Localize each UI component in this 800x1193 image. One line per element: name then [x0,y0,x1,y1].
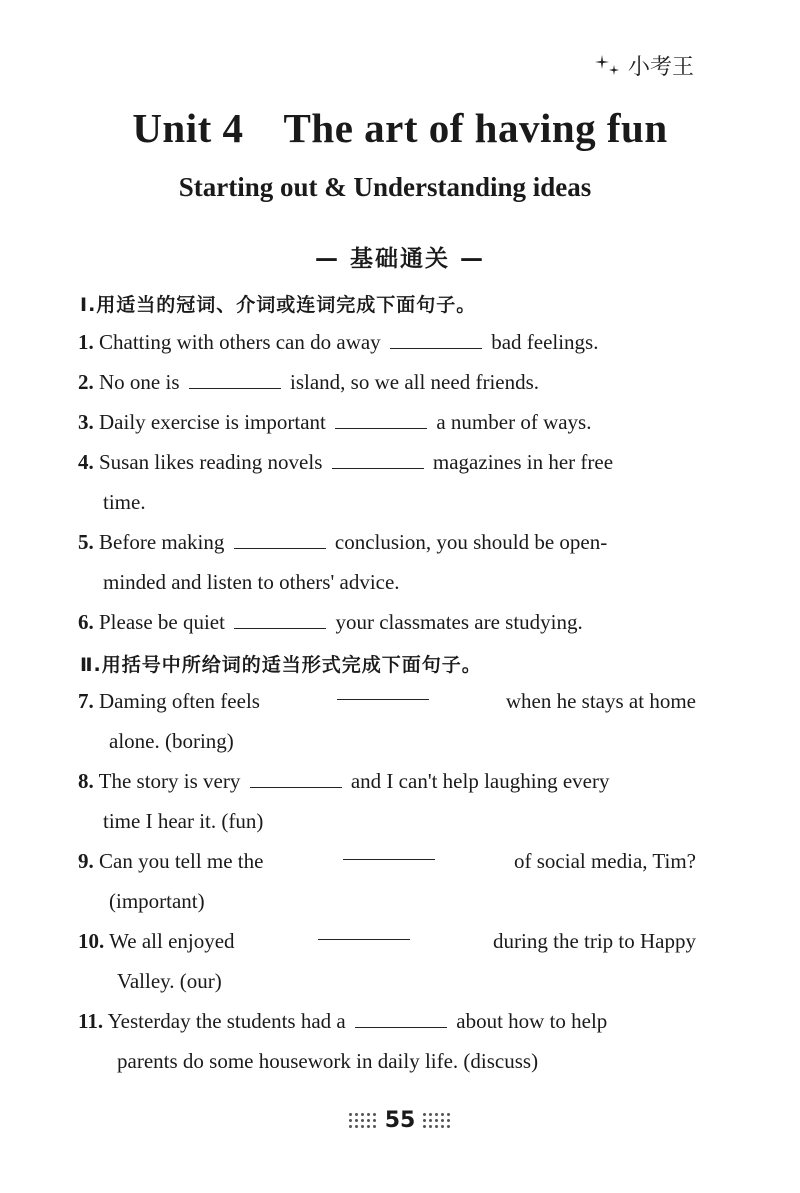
page-number-footer [0,1108,800,1133]
section-heading: — 基础通关 — [314,246,485,272]
question-11: 11. Yesterday the students had a about how to help parents do some housework in daily life. (discuss) [78,1009,608,1073]
answer-blank[interactable] [343,841,435,860]
answer-blank[interactable] [390,330,482,349]
question-10: 10. We all enjoyed during the trip to Happy Valley. (our) [78,921,696,1001]
question-7: 7. Daming often feels when he stays at home alone. (boring) [78,681,696,761]
answer-blank[interactable] [337,681,429,700]
question-6: 6. Please be quiet your classmates are studying. [78,610,583,634]
unit-number: Unit 4 [132,105,244,151]
answer-blank[interactable] [332,450,424,469]
question-5: 5. Before making conclusion, you should be open- minded and listen to others' advice. [78,530,608,594]
dot-pattern-right-icon [423,1113,451,1129]
answer-blank[interactable] [355,1009,447,1028]
sparkle-icon [594,53,622,79]
unit-name: The art of having fun [283,105,668,151]
dot-pattern-left-icon [349,1113,377,1129]
answer-blank[interactable] [234,610,326,629]
answer-blank[interactable] [250,769,342,788]
brand-logo [594,50,694,81]
brand-name: 小考王 [627,55,694,80]
part1-instruction: Ⅰ.用适当的冠词、介词或连词完成下面句子。 [80,294,477,316]
question-3: 3. Daily exercise is important a number of ways. [78,410,592,434]
question-8: 8. The story is very and I can't help laughing every time I hear it. (fun) [78,769,610,833]
answer-blank[interactable] [318,921,410,940]
answer-blank[interactable] [234,530,326,549]
question-2: 2. No one is island, so we all need friends. [78,370,540,394]
question-4: 4. Susan likes reading novels magazines in her free time. [78,450,614,514]
question-1: 1. Chatting with others can do away bad feelings. [78,330,599,354]
question-9: 9. Can you tell me the of social media, Tim? (important) [78,841,696,921]
answer-blank[interactable] [335,410,427,429]
part2-instruction: Ⅱ.用括号中所给词的适当形式完成下面句子。 [80,654,482,676]
page-number: 55 [384,1108,416,1133]
unit-title [0,104,800,152]
subtitle: Starting out & Understanding ideas [178,172,592,202]
answer-blank[interactable] [189,370,281,389]
